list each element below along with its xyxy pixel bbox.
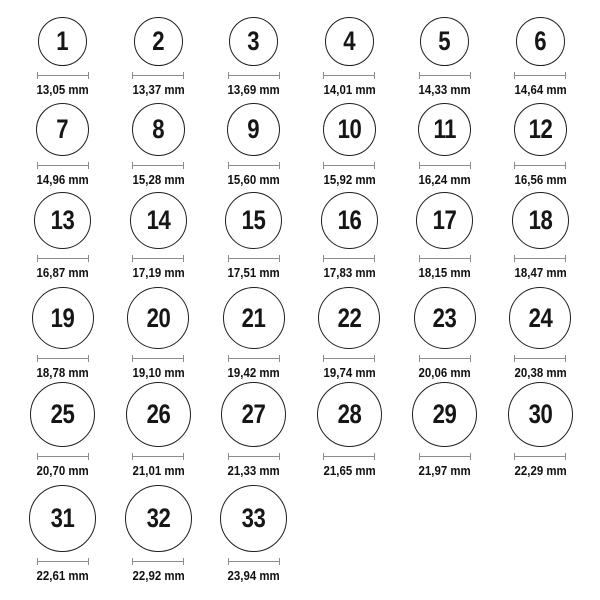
diameter-label: 14,01 mm: [323, 82, 376, 97]
ring-circle: [38, 17, 87, 66]
diameter-measure-line: [37, 162, 89, 169]
ring-size-number: 29: [432, 399, 457, 429]
diameter-measure-line: [419, 255, 471, 262]
diameter-label: 21,01 mm: [132, 463, 185, 478]
diameter-label: 13,37 mm: [132, 82, 185, 97]
ring-size-number: 1: [56, 26, 69, 56]
ring-size-number: 20: [146, 302, 171, 333]
diameter-label: 17,19 mm: [132, 265, 185, 280]
ring-circle: [227, 103, 280, 156]
ring-size-item: [224, 17, 283, 97]
ring-size-number: 25: [50, 399, 75, 429]
diameter-measure-line: [37, 72, 89, 79]
ring-size-number: 23: [432, 302, 457, 333]
ring-size-number: 17: [432, 205, 457, 235]
diameter-measure-line: [323, 72, 375, 79]
ring-circle: [317, 382, 382, 447]
diameter-measure-line: [228, 72, 280, 79]
diameter-measure-line: [323, 162, 375, 169]
diameter-measure-line: [37, 558, 89, 565]
ring-size-item: [320, 103, 379, 187]
ring-size-item: [224, 103, 283, 187]
ring-size-item: [129, 17, 188, 97]
ring-size-number: 30: [528, 399, 553, 429]
ring-size-item: [126, 382, 191, 478]
ring-size-item: [412, 382, 477, 478]
ring-circle: [418, 103, 471, 156]
ring-size-number: 4: [343, 26, 356, 56]
diameter-measure-line: [228, 162, 280, 169]
diameter-label: 13,05 mm: [36, 82, 89, 97]
diameter-measure-line: [37, 355, 89, 362]
ring-size-item: [224, 192, 283, 280]
diameter-label: 20,38 mm: [514, 365, 567, 380]
diameter-measure-line: [323, 355, 375, 362]
ring-circle: [134, 17, 183, 66]
diameter-label: 19,10 mm: [132, 365, 185, 380]
ring-size-item: [509, 287, 571, 380]
diameter-label: 22,29 mm: [514, 463, 567, 478]
diameter-measure-line: [323, 453, 375, 460]
ring-size-item: [33, 17, 92, 97]
ring-size-number: 21: [241, 302, 266, 333]
diameter-measure-line: [419, 355, 471, 362]
diameter-measure-line: [228, 453, 280, 460]
ring-circle: [220, 485, 287, 552]
diameter-label: 15,92 mm: [323, 172, 376, 187]
ring-circle: [509, 287, 571, 349]
ring-size-item: [415, 192, 474, 280]
ring-size-number: 11: [433, 114, 457, 144]
ring-circle: [321, 192, 378, 249]
ring-size-number: 13: [50, 205, 75, 235]
diameter-measure-line: [228, 355, 280, 362]
diameter-measure-line: [323, 255, 375, 262]
ring-size-item: [320, 17, 379, 97]
diameter-measure-line: [132, 72, 184, 79]
diameter-measure-line: [419, 453, 471, 460]
ring-size-item: [415, 17, 474, 97]
ring-size-item: [127, 287, 189, 380]
ring-circle: [34, 192, 91, 249]
diameter-label: 15,28 mm: [132, 172, 185, 187]
ring-size-item: [129, 103, 188, 187]
diameter-measure-line: [514, 162, 566, 169]
diameter-measure-line: [132, 453, 184, 460]
diameter-label: 20,06 mm: [418, 365, 471, 380]
ring-size-item: [125, 485, 192, 583]
diameter-measure-line: [514, 453, 566, 460]
ring-size-number: 16: [337, 205, 362, 235]
ring-size-item: [318, 287, 380, 380]
ring-size-number: 15: [241, 205, 266, 235]
ring-circle: [229, 17, 278, 66]
ring-circle: [318, 287, 380, 349]
diameter-label: 16,87 mm: [36, 265, 89, 280]
ring-size-number: 18: [528, 205, 553, 235]
diameter-label: 21,97 mm: [418, 463, 471, 478]
ring-size-number: 12: [528, 114, 553, 144]
ring-size-number: 28: [337, 399, 362, 429]
chart-row: [15, 478, 600, 583]
ring-size-number: 8: [152, 114, 165, 144]
diameter-measure-line: [37, 453, 89, 460]
ring-circle: [125, 485, 192, 552]
diameter-label: 22,92 mm: [132, 568, 185, 583]
diameter-label: 19,42 mm: [227, 365, 280, 380]
ring-size-number: 26: [146, 399, 171, 429]
ring-size-item: [33, 103, 92, 187]
ring-size-number: 33: [241, 503, 266, 533]
diameter-measure-line: [37, 255, 89, 262]
ring-circle: [223, 287, 285, 349]
ring-circle: [130, 192, 187, 249]
chart-row: [15, 97, 600, 187]
ring-circle: [323, 103, 376, 156]
ring-circle: [225, 192, 282, 249]
ring-size-number: 24: [528, 302, 553, 333]
diameter-label: 14,33 mm: [418, 82, 471, 97]
ring-size-number: 6: [534, 26, 547, 56]
chart-row: [15, 280, 600, 380]
ring-size-item: [29, 485, 96, 583]
ring-size-number: 22: [337, 302, 362, 333]
ring-size-item: [320, 192, 379, 280]
ring-circle: [132, 103, 185, 156]
ring-size-number: 7: [56, 114, 69, 144]
diameter-label: 22,61 mm: [36, 568, 89, 583]
diameter-measure-line: [132, 355, 184, 362]
ring-circle: [508, 382, 573, 447]
ring-circle: [516, 17, 565, 66]
diameter-label: 14,64 mm: [514, 82, 567, 97]
diameter-label: 18,78 mm: [36, 365, 89, 380]
diameter-measure-line: [419, 162, 471, 169]
diameter-measure-line: [132, 255, 184, 262]
ring-circle: [414, 287, 476, 349]
diameter-label: 16,24 mm: [418, 172, 471, 187]
ring-size-number: 10: [337, 114, 362, 144]
ring-size-item: [33, 192, 92, 280]
diameter-measure-line: [132, 558, 184, 565]
diameter-label: 16,56 mm: [514, 172, 567, 187]
chart-row: [15, 0, 600, 97]
diameter-measure-line: [228, 255, 280, 262]
diameter-label: 21,65 mm: [323, 463, 376, 478]
diameter-label: 13,69 mm: [227, 82, 280, 97]
diameter-measure-line: [514, 355, 566, 362]
ring-circle: [514, 103, 567, 156]
ring-size-number: 9: [247, 114, 260, 144]
ring-circle: [412, 382, 477, 447]
diameter-measure-line: [514, 255, 566, 262]
ring-circle: [221, 382, 286, 447]
ring-size-number: 31: [50, 503, 75, 533]
diameter-label: 20,70 mm: [36, 463, 89, 478]
ring-circle: [512, 192, 569, 249]
ring-size-number: 14: [146, 205, 171, 235]
ring-size-number: 5: [438, 26, 451, 56]
ring-size-number: 2: [152, 26, 165, 56]
ring-circle: [30, 382, 95, 447]
diameter-measure-line: [132, 162, 184, 169]
ring-circle: [32, 287, 94, 349]
diameter-measure-line: [228, 558, 280, 565]
ring-size-item: [30, 382, 95, 478]
ring-size-item: [511, 103, 570, 187]
chart-row: [15, 187, 600, 280]
ring-size-item: [220, 485, 287, 583]
ring-size-item: [511, 17, 570, 97]
ring-size-item: [223, 287, 285, 380]
ring-size-number: 19: [50, 302, 75, 333]
diameter-label: 19,74 mm: [323, 365, 376, 380]
ring-size-item: [415, 103, 474, 187]
ring-circle: [325, 17, 374, 66]
diameter-label: 18,47 mm: [514, 265, 567, 280]
ring-size-item: [511, 192, 570, 280]
diameter-measure-line: [514, 72, 566, 79]
ring-size-item: [317, 382, 382, 478]
ring-size-number: 3: [247, 26, 260, 56]
ring-size-item: [32, 287, 94, 380]
diameter-label: 23,94 mm: [227, 568, 280, 583]
ring-size-number: 27: [241, 399, 266, 429]
diameter-label: 17,51 mm: [227, 265, 280, 280]
diameter-label: 17,83 mm: [323, 265, 376, 280]
ring-size-item: [508, 382, 573, 478]
diameter-label: 21,33 mm: [227, 463, 280, 478]
ring-size-item: [221, 382, 286, 478]
ring-circle: [420, 17, 469, 66]
diameter-label: 18,15 mm: [418, 265, 471, 280]
diameter-label: 14,96 mm: [36, 172, 89, 187]
ring-size-number: 32: [146, 503, 171, 533]
ring-circle: [126, 382, 191, 447]
ring-circle: [416, 192, 473, 249]
ring-circle: [127, 287, 189, 349]
diameter-label: 15,60 mm: [227, 172, 280, 187]
ring-size-item: [414, 287, 476, 380]
ring-size-item: [129, 192, 188, 280]
chart-row: [15, 380, 600, 478]
diameter-measure-line: [419, 72, 471, 79]
ring-circle: [36, 103, 89, 156]
ring-circle: [29, 485, 96, 552]
